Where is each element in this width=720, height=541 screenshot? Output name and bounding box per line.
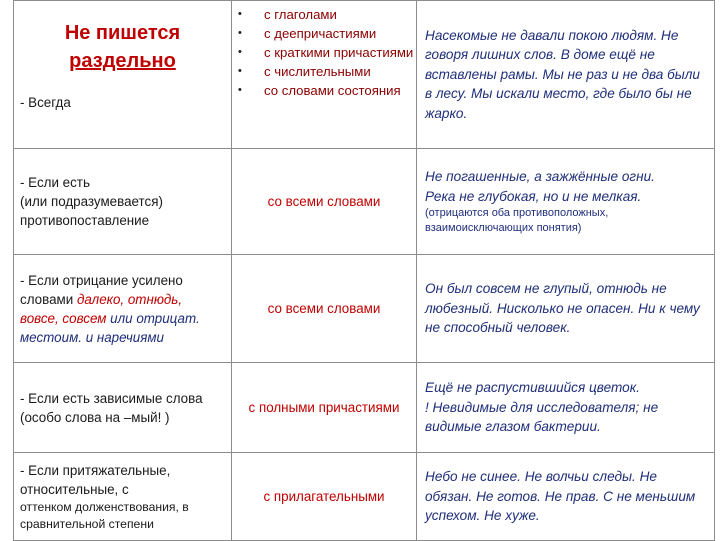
rule-cell (232, 149, 417, 255)
title-cell (14, 1, 232, 149)
list-item: • со словами состояния (238, 83, 401, 98)
list-item: • с числительными (238, 64, 371, 79)
rule-cell (232, 255, 417, 363)
list-item: • с глаголами (238, 7, 337, 22)
spelling-rules-table (13, 0, 715, 541)
example-note: (отрицаются оба противоположных, взаимоисключающих понятия) (425, 207, 609, 234)
page-title-line2: раздельно (69, 50, 176, 72)
rule-cell (232, 363, 417, 453)
condition-cell (14, 453, 232, 541)
condition-cell (14, 363, 232, 453)
condition-text: (или подразумевается) противопоставление (20, 194, 163, 228)
example-text: Не погашенные, а зажжённые огни. (425, 169, 655, 184)
condition-words: далеко, отнюдь, вовсе, совсем (20, 291, 183, 326)
example-cell (417, 363, 715, 453)
page-title-line1: Не пишется (64, 22, 181, 44)
table-row (14, 149, 715, 255)
condition-text: - Если есть (20, 175, 90, 190)
examples-text: Насекомые не давали покою людям. Не говоря лишних слов. В доме ещё не вставлены рамы. Мы не раз и не два были в лесу. Мы искали место, где было бы не жарко. (425, 27, 700, 121)
condition-always: - Всегда (20, 95, 71, 110)
condition-text: (особо слова на –мый! ) (20, 409, 170, 425)
example-cell (417, 149, 715, 255)
rule-text: с прилагательными (263, 489, 385, 504)
rule-cell (232, 453, 417, 541)
list-item: • с деепричастиями (238, 26, 377, 41)
condition-text: - Если притяжательные, относительные, с (20, 462, 171, 497)
example-text: Он был совсем не глупый, отнюдь не любезный. Нисколько не опасен. Ни к чему не способный человек. (425, 281, 700, 336)
condition-text: - Если есть зависимые слова (20, 390, 203, 406)
bullet-icon: • (238, 46, 242, 58)
example-text: Небо не синее. Не волчьи следы. Не обязан. Не готов. Не прав. С не меньшим успехом. Не хуже. (425, 469, 696, 524)
rule-text: со всеми словами (267, 301, 381, 316)
example-text: Река не глубокая, но и не мелкая. (425, 188, 642, 204)
bullet-icon: • (238, 8, 242, 20)
rule-text: с полными причастиями (248, 400, 400, 415)
example-text: Ещё не распустившийся цветок. (425, 380, 640, 396)
rule-text: со всеми словами (267, 194, 381, 209)
table-row (14, 453, 715, 541)
bullet-icon: • (238, 65, 242, 77)
bullets-cell (232, 1, 417, 149)
examples-cell (417, 1, 715, 149)
example-text: ! Невидимые для исследователя; не видимые глазом бактерии. (425, 399, 659, 435)
table-row-header (14, 1, 715, 149)
condition-cell (14, 255, 232, 363)
example-cell (417, 453, 715, 541)
condition-text: - Если отрицание усилено словами (20, 272, 183, 307)
bullet-list (232, 1, 416, 100)
condition-cell (14, 149, 232, 255)
bullet-icon: • (238, 27, 242, 39)
condition-text: или отрицат. местоим. и наречиями (20, 310, 200, 345)
list-item: • с краткими причастиями (238, 45, 414, 60)
table-row (14, 363, 715, 453)
table-row (14, 255, 715, 363)
condition-text: оттенком долженствования, в сравнительной степени (20, 499, 189, 531)
bullet-icon: • (238, 84, 242, 96)
example-cell (417, 255, 715, 363)
